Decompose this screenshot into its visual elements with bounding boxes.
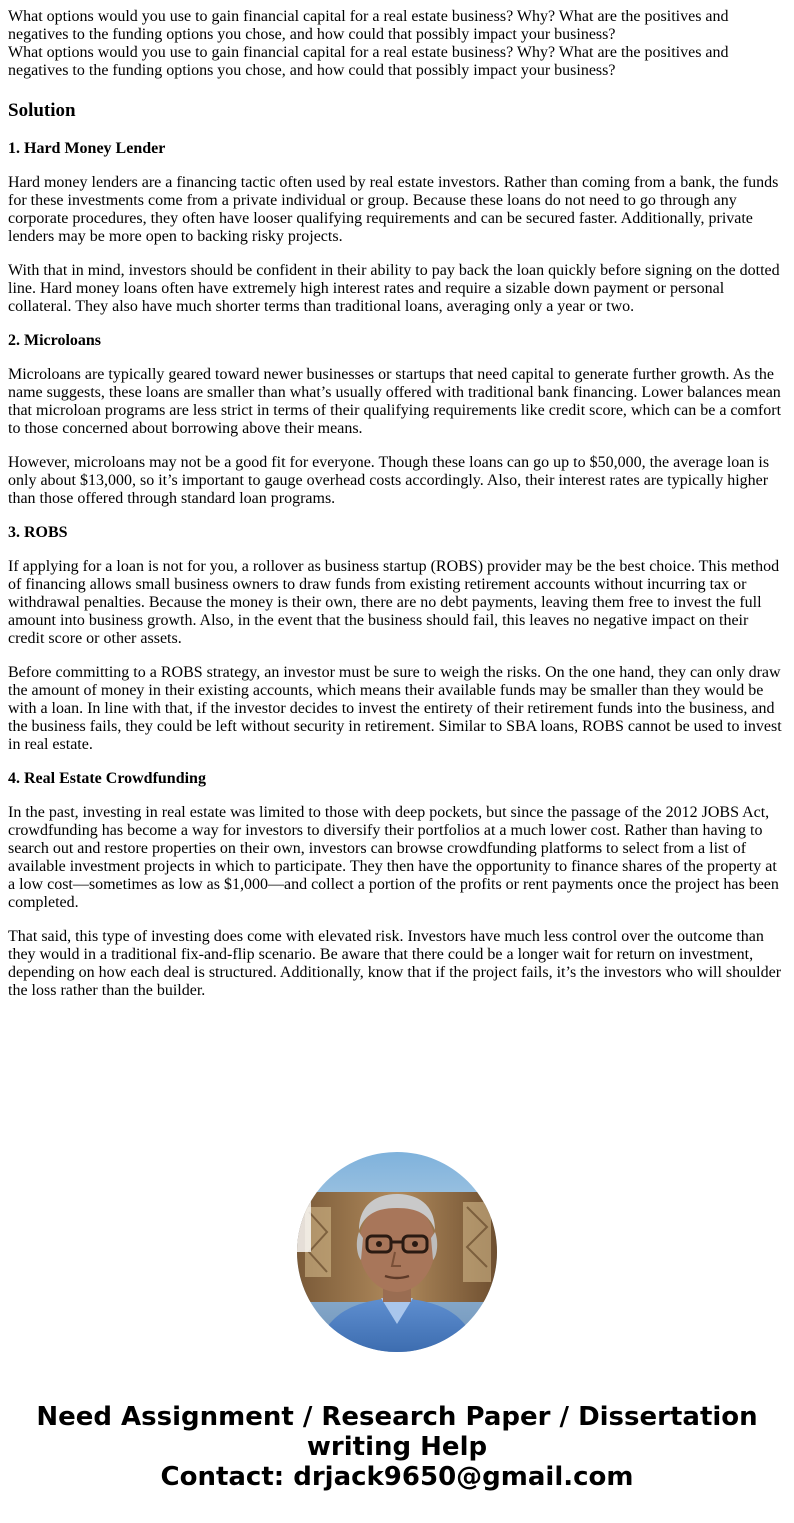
banner-line: Need Assignment / Research Paper / Dissertation [36,1402,758,1432]
question-text: What options would you use to gain financial capital for a real estate business? Why? What are the positives and negatives to the funding options you chose, and how could that possibly impact your business? [8,8,729,43]
section-title-microloans: 2. Microloans [8,332,102,349]
section-title-crowdfunding: 4. Real Estate Crowdfunding [8,770,206,787]
portrait-image [297,1152,497,1352]
paragraph: If applying for a loan is not for you, a rollover as business startup (ROBS) provider may be the best choice. This method of financing allows small business owners to draw funds from existing retirement accounts without incurring tax or withdrawal penalties. Because the money is their own, there are no debt payments, leaving them free to invest the full amount into business growth. Also, in the event that the business should fail, this leaves no negative impact on their credit score or other assets. [8,558,780,647]
banner-line: writing Help [306,1432,488,1462]
paragraph: Before committing to a ROBS strategy, an investor must be sure to weigh the risks. On the one hand, they can only draw the amount of money in their existing accounts, which means their available funds may be smaller than they would be with a loan. In line with that, if the investor decides to invest the entirety of their retirement funds into the business, and the business fails, they could be left without security in retirement. Similar to SBA loans, ROBS cannot be used to invest in real estate. [8,664,782,753]
solution-heading: Solution [8,100,76,121]
paragraph: That said, this type of investing does come with elevated risk. Investors have much less control over the outcome than they would in a traditional fix-and-flip scenario. Be aware that there could be a longer wait for return on investment, depending on how each deal is structured. Additionally, know that if the project fails, it’s the investors who will shoulder the loss rather than the builder. [8,928,782,999]
section-title-hard-money: 1. Hard Money Lender [8,140,166,157]
paragraph: In the past, investing in real estate was limited to those with deep pockets, but since the passage of the 2012 JOBS Act, crowdfunding has become a way for investors to diversify their portfolios at a much lower cost. Rather than having to search out and restore properties on their own, investors can browse crowdfunding platforms to select from a list of available investment projects in which to participate. They then have the opportunity to finance shares of the property at a low cost—sometimes as low as $1,000—and collect a portion of the profits or rent payments once the project has been completed. [8,804,779,911]
section-title-robs: 3. ROBS [8,524,68,541]
paragraph: However, microloans may not be a good fit for everyone. Though these loans can go up to $50,000, the average loan is only about $13,000, so it’s important to gauge overhead costs accordingly. Also, their interest rates are typically higher than those offered through standard loan programs. [8,454,770,507]
paragraph: Microloans are typically geared toward newer businesses or startups that need capital to generate further growth. As the name suggests, these loans are smaller than what’s usually offered with traditional bank financing. Lower balances mean that microloan programs are less strict in terms of their qualifying requirements like credit score, which can be a comfort to those concerned about borrowing above their means. [8,366,782,437]
contact-banner [0,1402,794,1492]
contact-email: Contact: drjack9650@gmail.com [160,1462,634,1492]
paragraph: With that in mind, investors should be confident in their ability to pay back the loan quickly before signing on the dotted line. Hard money loans often have extremely high interest rates and require a sizable down payment or personal collateral. They also have much shorter terms than traditional loans, averaging only a year or two. [8,262,780,315]
paragraph: Hard money lenders are a financing tactic often used by real estate investors. Rather than coming from a bank, the funds for these investments come from a private individual or group. Because these loans do not need to go through any corporate procedures, they often have looser qualifying requirements and can be secured faster. Additionally, private lenders may be more open to backing risky projects. [8,174,779,245]
document-content [8,8,786,1016]
author-photo [297,1152,497,1352]
question-text-repeat: What options would you use to gain financial capital for a real estate business? Why? What are the positives and negatives to the funding options you chose, and how could that possibly impact your business? [8,44,729,79]
